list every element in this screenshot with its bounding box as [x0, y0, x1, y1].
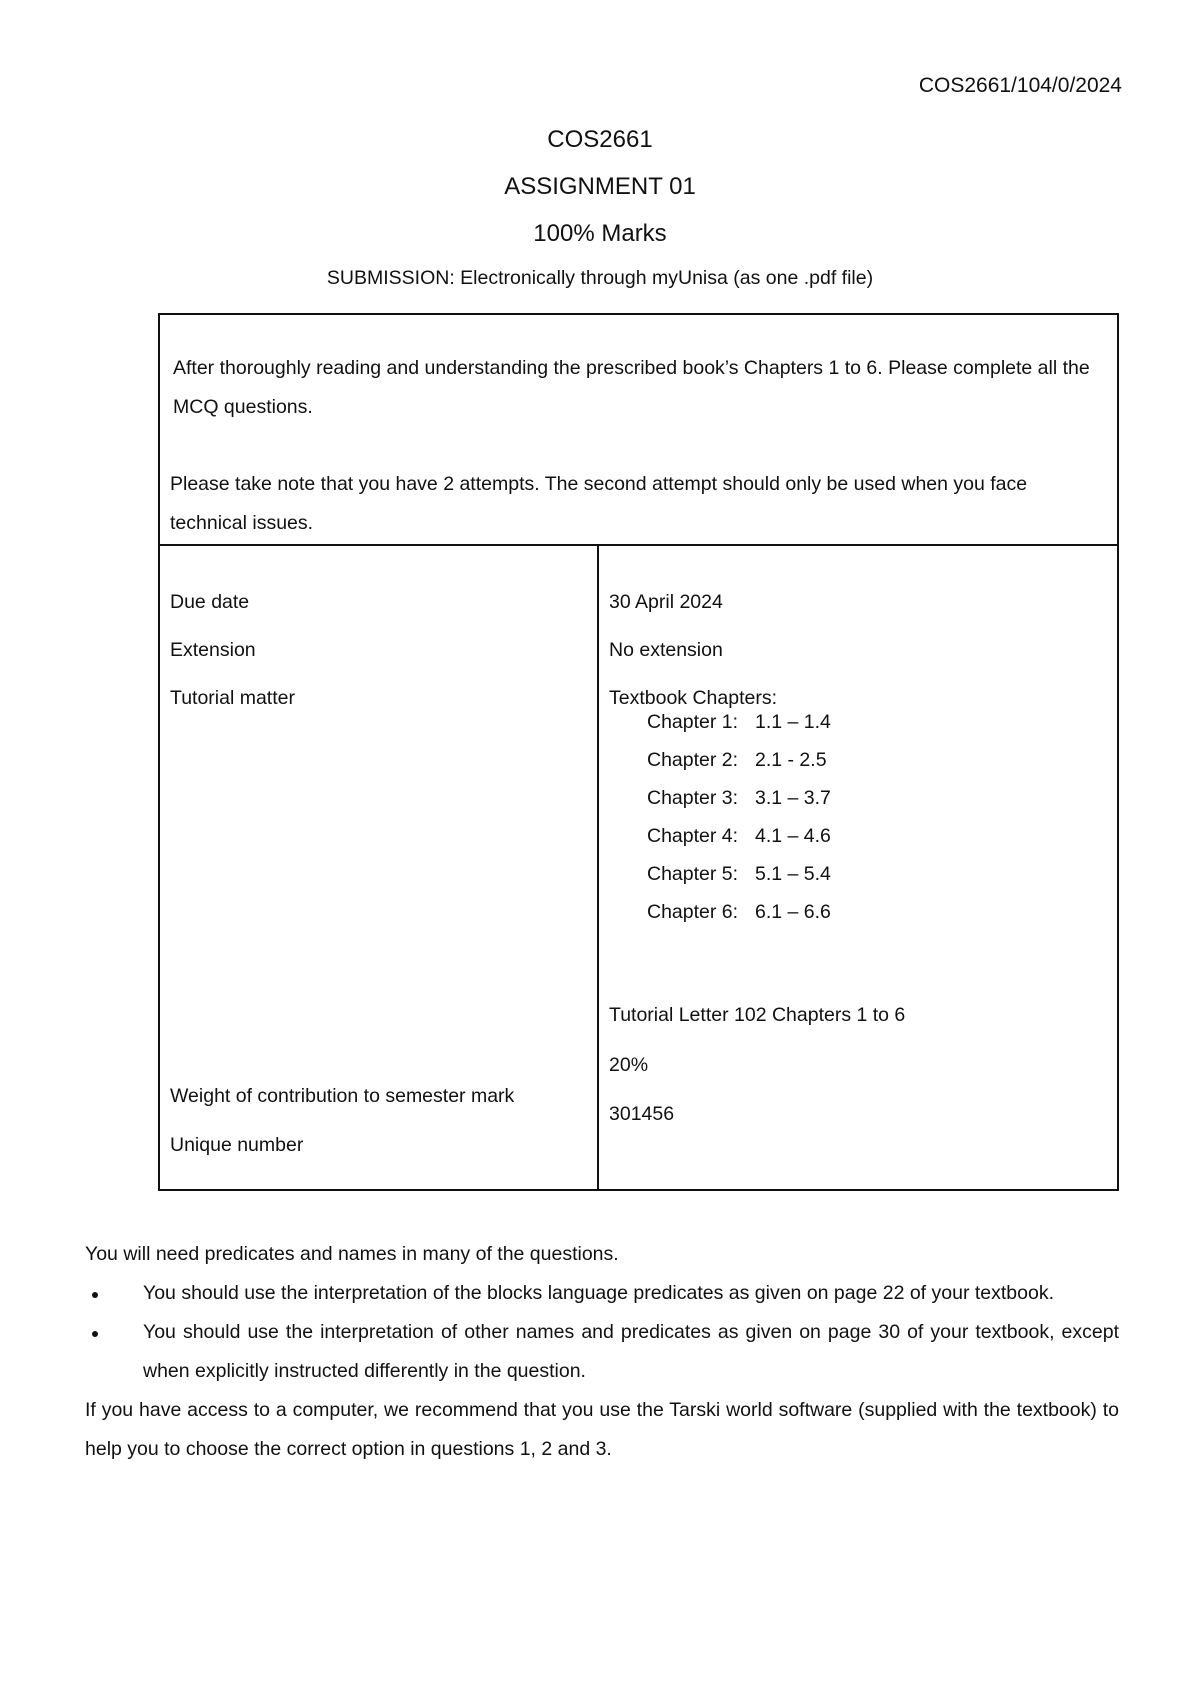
chapter-item	[647, 823, 831, 861]
chapter-item	[647, 747, 831, 785]
details-value-column	[609, 544, 1109, 1189]
unique-number-value: 301456	[609, 1103, 675, 1125]
weight-value: 20%	[609, 1054, 649, 1076]
chapter-label: Chapter 6:	[647, 901, 739, 923]
closing-paragraph: If you have access to a computer, we recommend that you use the Tarski world software (supplied with the textbook) to help you to choose the correct option in questions 1, 2 and 3.	[85, 1399, 1119, 1460]
chapter-label: Chapter 1:	[647, 711, 739, 733]
chapter-item	[647, 785, 831, 823]
tutorial-letter: Tutorial Letter 102 Chapters 1 to 6	[609, 1004, 906, 1026]
bullet-icon	[92, 1292, 98, 1298]
weight-label: Weight of contribution to semester mark	[170, 1085, 515, 1107]
submission-note: SUBMISSION: Electronically through myUnisa (as one .pdf file)	[326, 267, 874, 289]
bullet-text: You should use the interpretation of the blocks language predicates as given on page 22 of your textbook.	[143, 1282, 1054, 1304]
chapter-item	[647, 899, 831, 937]
chapter-label: Chapter 4:	[647, 825, 739, 847]
bullet-list	[85, 1274, 1119, 1391]
course-code: COS2661	[547, 126, 653, 153]
bullet-icon	[92, 1331, 98, 1337]
chapter-list	[647, 709, 831, 937]
chapter-range: 2.1 - 2.5	[755, 749, 827, 771]
instructions-paragraph-2: Please take note that you have 2 attempts. The second attempt should only be used when you face technical issues.	[170, 473, 1028, 534]
chapter-range: 6.1 – 6.6	[755, 901, 831, 923]
due-date-label: Due date	[170, 591, 250, 613]
assignment-info-table	[158, 313, 1119, 1191]
chapter-range: 5.1 – 5.4	[755, 863, 831, 885]
marks-heading: 100% Marks	[533, 220, 667, 247]
title-block	[0, 128, 1200, 290]
chapter-item	[647, 861, 831, 899]
bullet-item	[85, 1274, 1119, 1313]
chapter-label: Chapter 2:	[647, 749, 739, 771]
unique-number-label: Unique number	[170, 1134, 304, 1156]
page-reference: COS2661/104/0/2024	[918, 74, 1122, 97]
instructions-paragraph-1: After thoroughly reading and understanding the prescribed book’s Chapters 1 to 6. Please complete all the MCQ questions.	[173, 357, 1090, 418]
chapter-range: 3.1 – 3.7	[755, 787, 831, 809]
due-date-value: 30 April 2024	[609, 591, 723, 613]
intro-paragraph: You will need predicates and names in many of the questions.	[85, 1243, 619, 1265]
bullet-text: You should use the interpretation of other names and predicates as given on page 30 of your textbook, except when explicitly instructed differently in the question.	[143, 1321, 1119, 1382]
chapter-label: Chapter 5:	[647, 863, 739, 885]
instructions-body	[85, 1235, 1119, 1469]
tutorial-matter-label: Tutorial matter	[170, 687, 295, 709]
extension-value: No extension	[609, 639, 723, 661]
assignment-title: ASSIGNMENT 01	[504, 173, 696, 200]
details-label-column	[170, 544, 590, 1189]
column-divider	[597, 544, 599, 1191]
chapter-label: Chapter 3:	[647, 787, 739, 809]
chapter-range: 1.1 – 1.4	[755, 711, 831, 733]
instructions-cell	[160, 315, 1117, 546]
extension-label: Extension	[170, 639, 256, 661]
chapter-range: 4.1 – 4.6	[755, 825, 831, 847]
chapter-item	[647, 709, 831, 747]
tutorial-matter-heading: Textbook Chapters:	[609, 687, 778, 709]
bullet-item	[85, 1313, 1119, 1391]
